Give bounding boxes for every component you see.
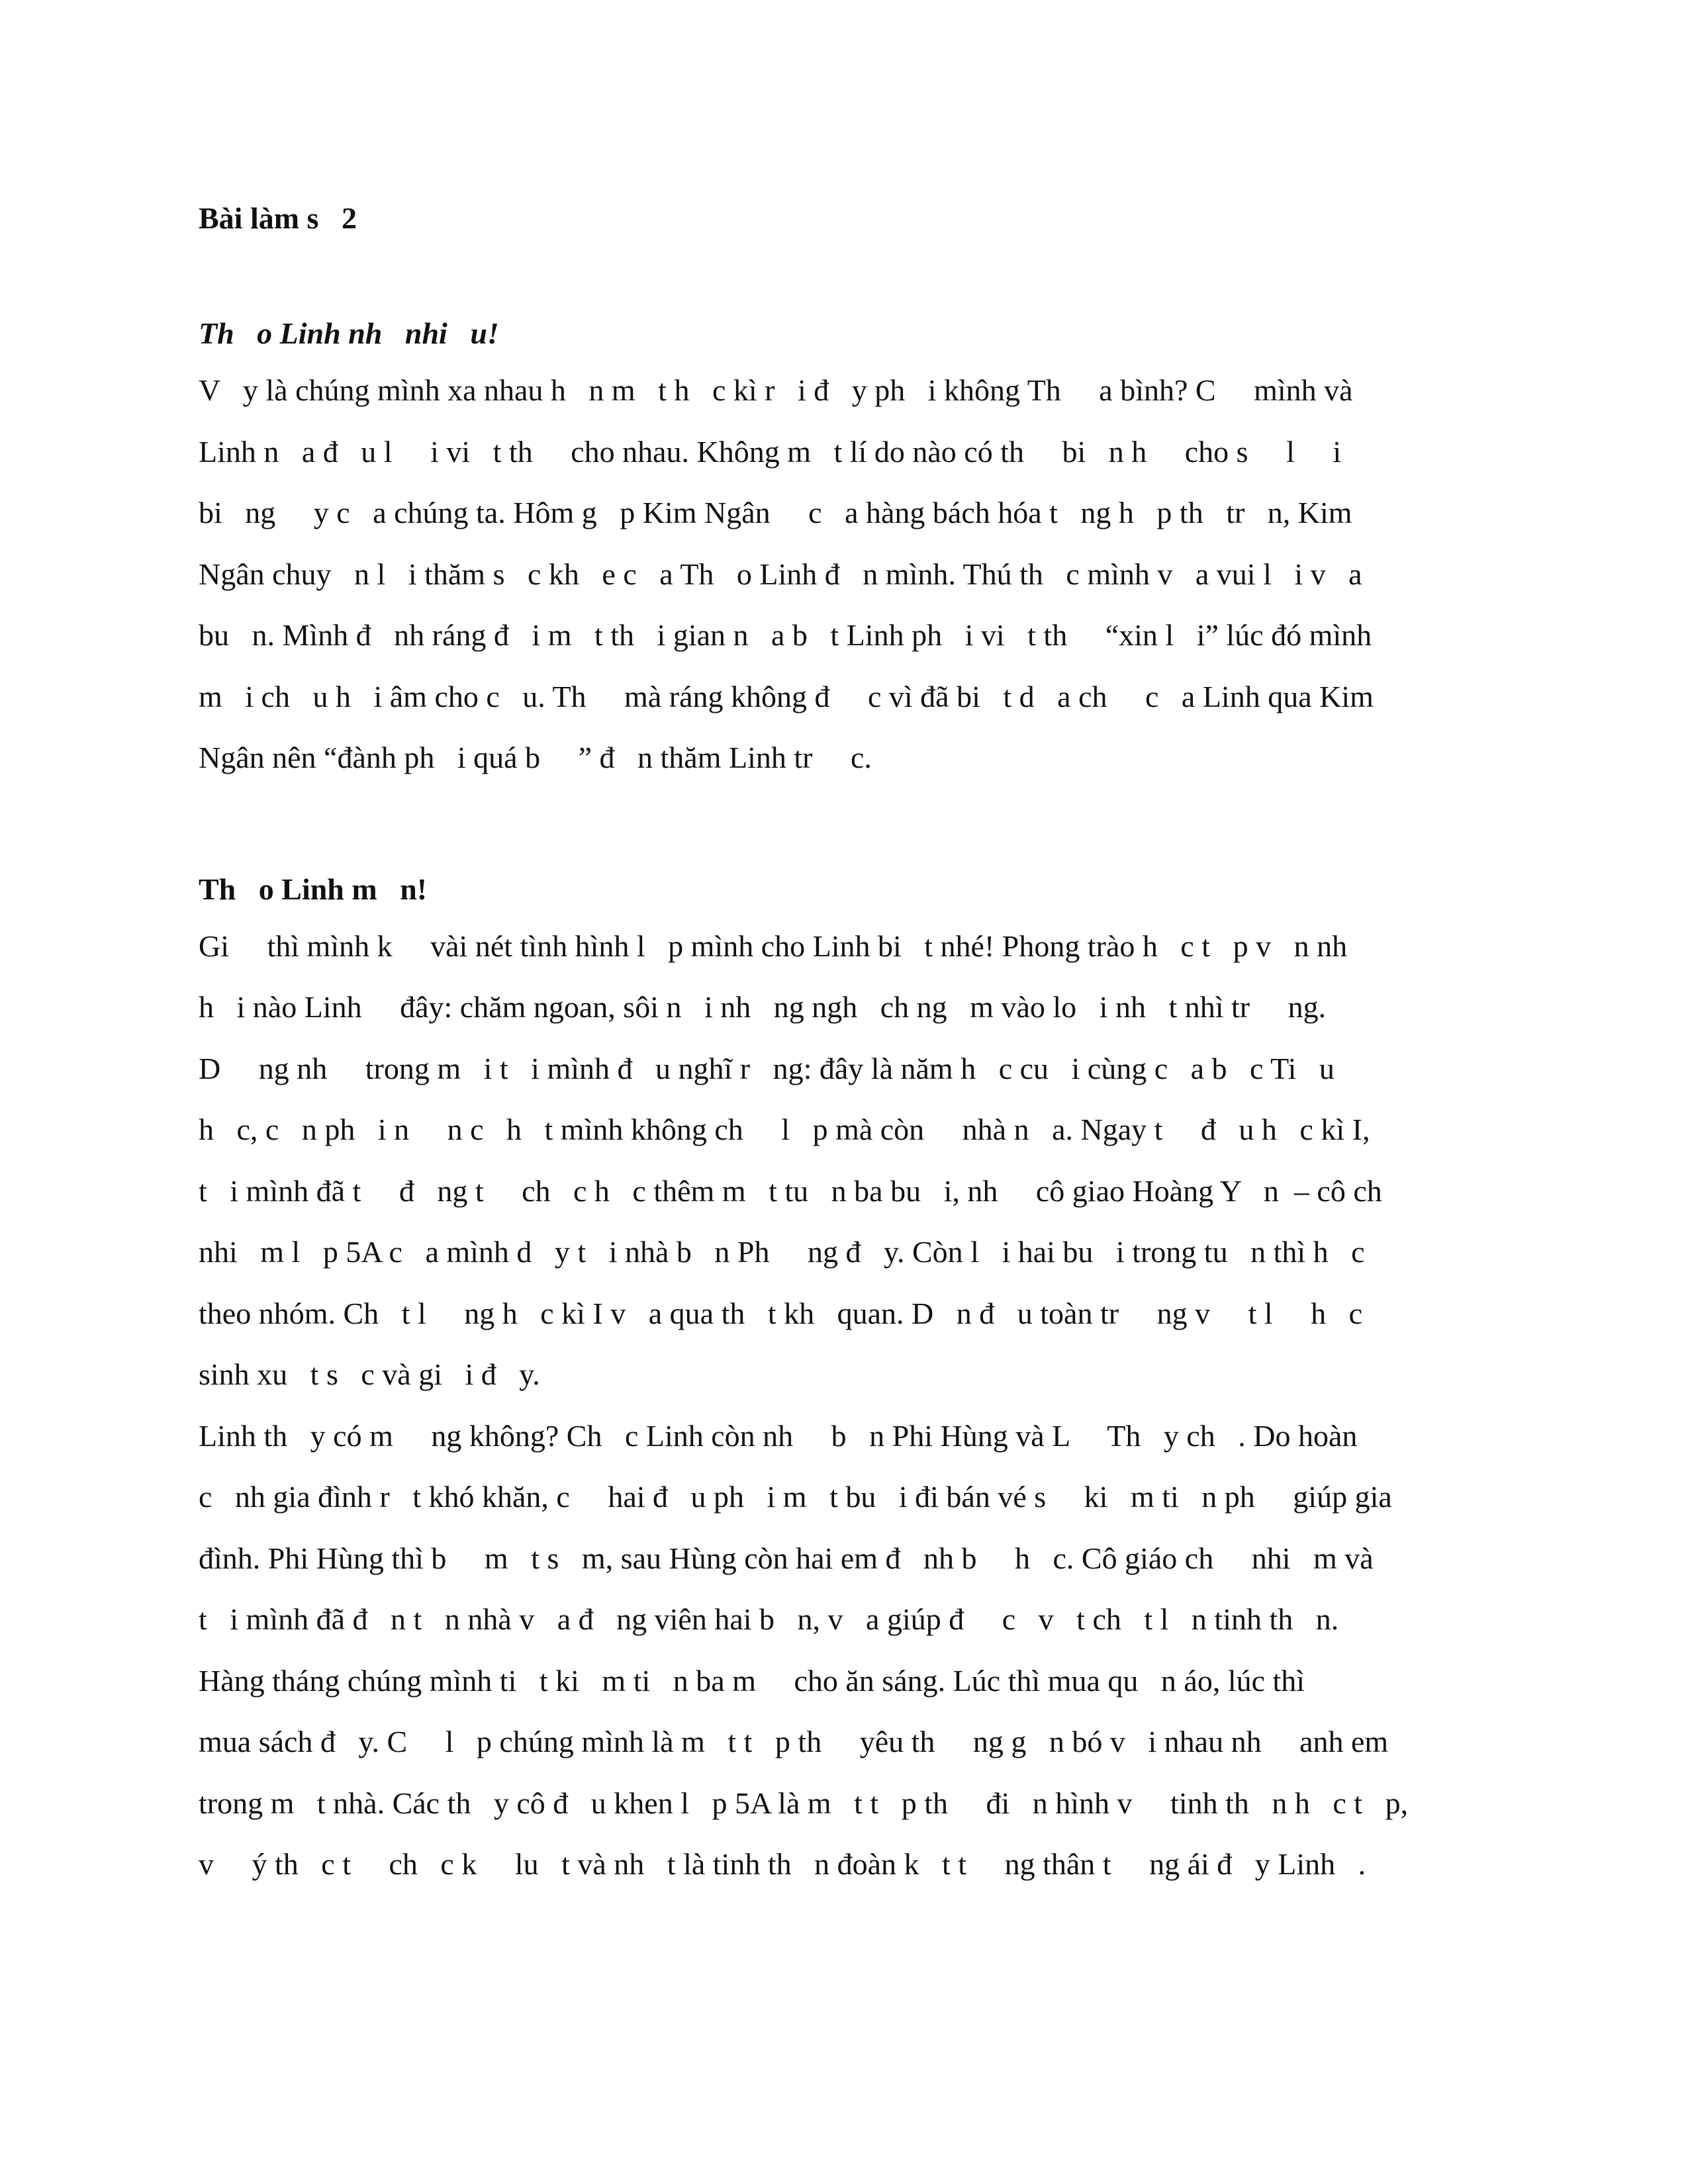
document-page (199, 192, 1489, 1970)
paragraph-line: Linh th y có m ng không? Ch c Linh còn nh b n Phi Hùng và L Th y ch . Do hoàn (199, 1418, 1358, 1453)
document-title: Bài làm s 2 (199, 201, 357, 235)
paragraph-line: m i ch u h i âm cho c u. Th mà ráng không đ c vì đã bi t d a ch c a Linh qua Kim (199, 679, 1374, 713)
paragraph-line: trong m t nhà. Các th y cô đ u khen l p 5A là m t t p th đi n hình v tinh th n h c t p, (199, 1786, 1409, 1820)
paragraph-line: c nh gia đình r t khó khăn, c hai đ u ph i m t bu i đi bán vé s ki m ti n ph giúp gia (199, 1480, 1392, 1514)
paragraph-line: v ý th c t ch c k lu t và nh t là tinh th n đoàn k t t ng thân t ng ái đ y Linh . (199, 1847, 1366, 1881)
section-1-heading: Th o Linh nh nhi u! (199, 316, 499, 350)
section-2 (199, 863, 1489, 1895)
paragraph-line: sinh xu t s c và gi i đ y. (199, 1357, 540, 1391)
paragraph-line: bi ng y c a chúng ta. Hôm g p Kim Ngân c a hàng bách hóa t ng h p th tr n, Kim (199, 496, 1352, 529)
paragraph-line: Ngân chuy n l i thăm s c kh e c a Th o Linh đ n mình. Thú th c mình v a vui l i v a (199, 557, 1362, 591)
paragraph-line: đình. Phi Hùng thì b m t s m, sau Hùng còn hai em đ nh b h c. Cô giáo ch nhi m và (199, 1541, 1374, 1575)
paragraph-line: theo nhóm. Ch t l ng h c kì I v a qua th t kh quan. D n đ u toàn tr ng v t l h c (199, 1296, 1363, 1330)
paragraph-line: Ngân nên “đành ph i quá b ” đ n thăm Linh tr c. (199, 741, 872, 774)
section-2-heading: Th o Linh m n! (199, 872, 428, 906)
paragraph-line: Hàng tháng chúng mình ti t ki m ti n ba m cho ăn sáng. Lúc thì mua qu n áo, lúc thì (199, 1663, 1305, 1698)
paragraph-line: nhi m l p 5A c a mình d y t i nhà b n Ph ng đ y. Còn l i hai bu i trong tu n thì h c (199, 1235, 1365, 1269)
paragraph-line: mua sách đ y. C l p chúng mình là m t t p th yêu th ng g n bó v i nhau nh anh em (199, 1725, 1389, 1758)
paragraph-line: Gi thì mình k vài nét tình hình l p mình cho Linh bi t nhé! Phong trào h c t p v n nh (199, 929, 1348, 963)
paragraph-line: t i mình đã t đ ng t ch c h c thêm m t tu n ba bu i, nh cô giao Hoàng Y n – cô ch (199, 1173, 1382, 1208)
paragraph-line: h i nào Linh đây: chăm ngoan, sôi n i nh ng ngh ch ng m vào lo i nh t nhì tr ng. (199, 990, 1327, 1024)
paragraph-line: h c, c n ph i n n c h t mình không ch l p mà còn nhà n a. Ngay t đ u h c kì I, (199, 1113, 1370, 1146)
paragraph-line: bu n. Mình đ nh ráng đ i m t th i gian n a b t Linh ph i vi t th “xin l i” lúc đó mình (199, 618, 1372, 652)
paragraph-line: Linh n a đ u l i vi t th cho nhau. Không m t lí do nào có th bi n h cho s l i (199, 434, 1342, 469)
section-1 (199, 307, 1489, 789)
paragraph-line: V y là chúng mình xa nhau h n m t h c kì r i đ y ph i không Th a bình? C mình và (199, 373, 1353, 407)
paragraph-line: D ng nh trong m i t i mình đ u nghĩ r ng: đây là năm h c cu i cùng c a b c Ti u (199, 1051, 1335, 1085)
paragraph-line: t i mình đã đ n t n nhà v a đ ng viên hai b n, v a giúp đ c v t ch t l n tinh th n. (199, 1602, 1339, 1636)
